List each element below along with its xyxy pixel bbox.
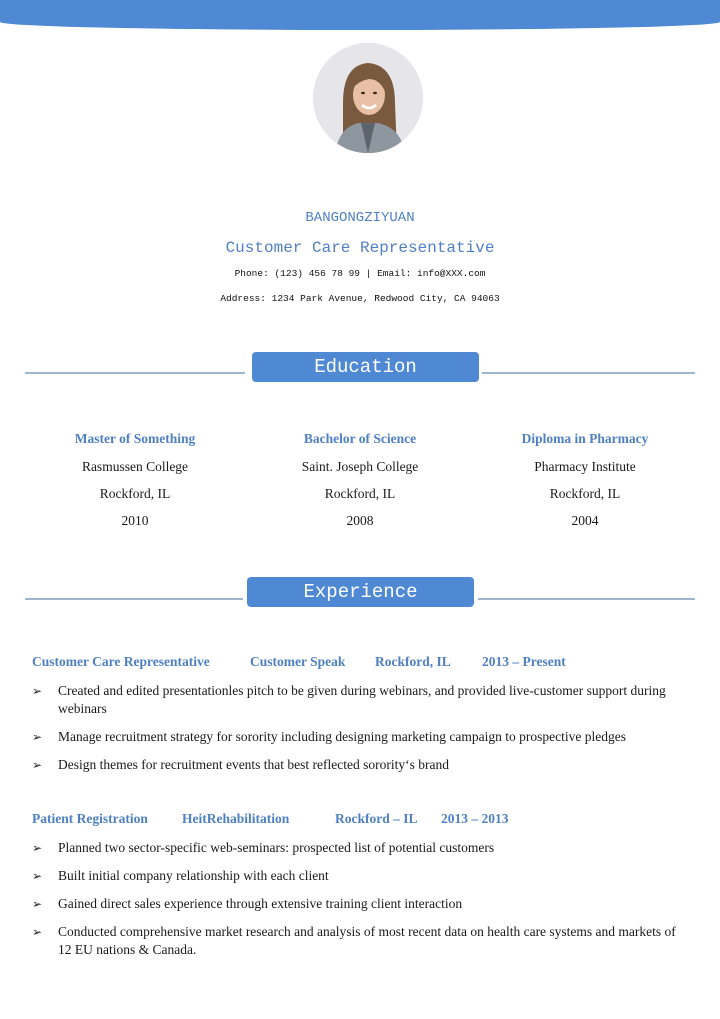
divider-right <box>482 372 695 374</box>
job-role: Patient Registration <box>32 811 148 826</box>
list-item: ➢ Conducted comprehensive market research and analysis of most recent data on health care systems and markets of 12 EU nations & Canada. <box>32 924 676 957</box>
degree: Bachelor of Science <box>303 431 417 446</box>
list-item: ➢ Gained direct sales experience through extensive training client interaction <box>32 896 463 911</box>
job-company: Customer Speak <box>250 654 346 669</box>
profile-photo <box>313 43 423 153</box>
divider-right <box>478 598 695 600</box>
candidate-title: Customer Care Representative <box>225 239 495 257</box>
location: Rockford, IL <box>324 486 396 501</box>
list-item: ➢ Created and edited presentationles pitch to be given during webinars, and provided live-customer support during webinars <box>32 683 666 716</box>
list-item: ➢ Manage recruitment strategy for sorority including designing marketing campaign to prospective pledges <box>32 729 626 744</box>
school: Rasmussen College <box>81 459 189 474</box>
degree: Diploma in Pharmacy <box>521 431 649 446</box>
location: Rockford, IL <box>549 486 621 501</box>
arrow-bullet-icon: ➢ <box>32 684 43 698</box>
list-item: ➢ Built initial company relationship with each client <box>32 868 329 883</box>
arrow-bullet-icon: ➢ <box>32 758 43 772</box>
arrow-bullet-icon: ➢ <box>32 897 43 911</box>
school: Saint. Joseph College <box>301 459 419 474</box>
job-location: Rockford, IL <box>375 654 451 669</box>
job-dates: 2013 – 2013 <box>441 811 509 826</box>
arrow-bullet-icon: ➢ <box>32 925 43 939</box>
arrow-bullet-icon: ➢ <box>32 730 43 744</box>
contact-address: Address: 1234 Park Avenue, Redwood City, CA 94063 <box>220 293 500 304</box>
job-bullets <box>32 839 682 969</box>
arrow-bullet-icon: ➢ <box>32 841 43 855</box>
year: 2004 <box>571 513 599 528</box>
divider-left <box>25 372 245 374</box>
section-heading-experience: Experience <box>247 577 474 607</box>
divider-left <box>25 598 243 600</box>
education-entry <box>240 430 480 539</box>
education-entry <box>465 430 705 539</box>
portrait-icon <box>313 43 423 153</box>
arrow-bullet-icon: ➢ <box>32 869 43 883</box>
list-item: ➢ Design themes for recruitment events that best reflected sorority‘s brand <box>32 757 449 772</box>
candidate-name: BANGONGZIYUAN <box>305 210 415 226</box>
school: Pharmacy Institute <box>534 459 636 474</box>
job-dates: 2013 – Present <box>482 654 566 669</box>
education-entry <box>15 430 255 539</box>
section-heading-education: Education <box>252 352 479 382</box>
job-company: HeitRehabilitation <box>182 811 290 826</box>
year: 2010 <box>121 513 149 528</box>
year: 2008 <box>346 513 374 528</box>
job-location: Rockford – IL <box>335 811 418 826</box>
degree: Master of Something <box>74 431 196 446</box>
job-role: Customer Care Representative <box>32 654 210 669</box>
job-bullets <box>32 682 682 784</box>
header-band <box>0 0 720 30</box>
location: Rockford, IL <box>99 486 171 501</box>
contact-phone-email: Phone: (123) 456 78 99 | Email: info@XXX.com <box>234 268 486 279</box>
list-item: ➢ Planned two sector-specific web-seminars: prospected list of potential customers <box>32 840 495 855</box>
